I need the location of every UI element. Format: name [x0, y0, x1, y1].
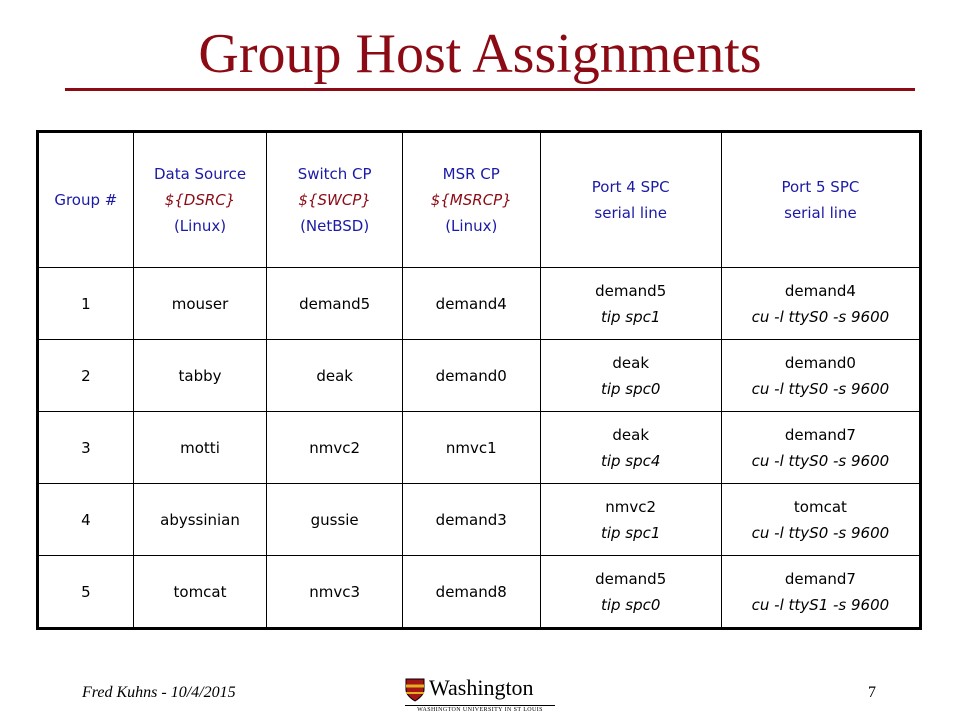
port5-command: cu -l ttyS0 -s 9600 — [751, 307, 890, 326]
header-group — [38, 132, 134, 268]
port4-command: tip spc1 — [600, 307, 661, 326]
cell-msr-cp: demand4 — [402, 268, 540, 340]
header-data-source — [133, 132, 267, 268]
header-variable: ${MSRCP} — [430, 191, 512, 209]
cell-group: 4 — [38, 484, 134, 556]
header-port4-spc — [540, 132, 721, 268]
cell-group: 5 — [38, 556, 134, 629]
cell-msr-cp: demand3 — [402, 484, 540, 556]
host-assignment-table — [36, 130, 922, 630]
shield-icon — [405, 678, 425, 702]
port5-command: cu -l ttyS0 -s 9600 — [751, 451, 890, 470]
header-line: serial line — [594, 204, 667, 222]
slide-title: Group Host Assignments — [198, 23, 762, 85]
header-variable: ${DSRC} — [164, 191, 236, 209]
cell-port5 — [721, 484, 920, 556]
cell-switch-cp: deak — [267, 340, 403, 412]
header-line: Port 4 SPC — [591, 178, 670, 196]
logo-subtitle: WASHINGTON UNIVERSITY IN ST LOUIS — [405, 705, 555, 714]
port5-host: demand0 — [784, 353, 856, 372]
port5-command: cu -l ttyS1 -s 9600 — [751, 595, 890, 614]
header-port5-spc — [721, 132, 920, 268]
cell-port4 — [540, 340, 721, 412]
header-line: Group # — [54, 191, 118, 209]
cell-port4 — [540, 556, 721, 629]
cell-data-source: abyssinian — [133, 484, 267, 556]
cell-data-source: motti — [133, 412, 267, 484]
port5-host: demand4 — [784, 281, 856, 300]
port4-command: tip spc0 — [600, 595, 661, 614]
header-line: serial line — [784, 204, 857, 222]
cell-group: 3 — [38, 412, 134, 484]
header-line: Port 5 SPC — [781, 178, 860, 196]
cell-msr-cp: nmvc1 — [402, 412, 540, 484]
port4-command: tip spc1 — [600, 523, 661, 542]
header-line: (NetBSD) — [300, 217, 370, 235]
cell-data-source: mouser — [133, 268, 267, 340]
cell-port5 — [721, 268, 920, 340]
cell-msr-cp: demand8 — [402, 556, 540, 629]
table-row — [38, 556, 921, 629]
table-row — [38, 268, 921, 340]
cell-data-source: tabby — [133, 340, 267, 412]
header-variable: ${SWCP} — [298, 191, 371, 209]
header-msr-cp — [402, 132, 540, 268]
cell-data-source: tomcat — [133, 556, 267, 629]
cell-port4 — [540, 268, 721, 340]
port4-host: demand5 — [595, 569, 667, 588]
port5-host: tomcat — [793, 497, 847, 516]
cell-port5 — [721, 340, 920, 412]
header-line: (Linux) — [173, 217, 227, 235]
cell-switch-cp: nmvc2 — [267, 412, 403, 484]
header-line: (Linux) — [445, 217, 498, 235]
page-number: 7 — [868, 684, 876, 701]
header-switch-cp — [267, 132, 403, 268]
cell-switch-cp: nmvc3 — [267, 556, 403, 629]
cell-group: 2 — [38, 340, 134, 412]
header-line: Switch CP — [297, 165, 372, 183]
port5-host: demand7 — [784, 425, 856, 444]
port4-host: demand5 — [595, 281, 667, 300]
university-logo — [405, 675, 555, 714]
cell-msr-cp: demand0 — [402, 340, 540, 412]
cell-switch-cp: demand5 — [267, 268, 403, 340]
port4-command: tip spc0 — [600, 379, 661, 398]
cell-switch-cp: gussie — [267, 484, 403, 556]
port4-host: deak — [612, 425, 650, 444]
logo-wordmark: Washington — [429, 675, 534, 700]
header-line: Data Source — [153, 165, 247, 183]
port4-host: nmvc2 — [605, 497, 657, 516]
port5-command: cu -l ttyS0 -s 9600 — [751, 379, 890, 398]
table-row — [38, 484, 921, 556]
port5-host: demand7 — [784, 569, 856, 588]
table-row — [38, 340, 921, 412]
cell-port5 — [721, 556, 920, 629]
footer-author-date: Fred Kuhns - 10/4/2015 — [82, 684, 236, 701]
table-header-row — [38, 132, 921, 268]
cell-group: 1 — [38, 268, 134, 340]
port5-command: cu -l ttyS0 -s 9600 — [751, 523, 890, 542]
title-underline — [65, 88, 915, 91]
cell-port5 — [721, 412, 920, 484]
cell-port4 — [540, 484, 721, 556]
port4-command: tip spc4 — [600, 451, 661, 470]
table-row — [38, 412, 921, 484]
header-line: MSR CP — [442, 165, 500, 183]
cell-port4 — [540, 412, 721, 484]
port4-host: deak — [612, 353, 650, 372]
